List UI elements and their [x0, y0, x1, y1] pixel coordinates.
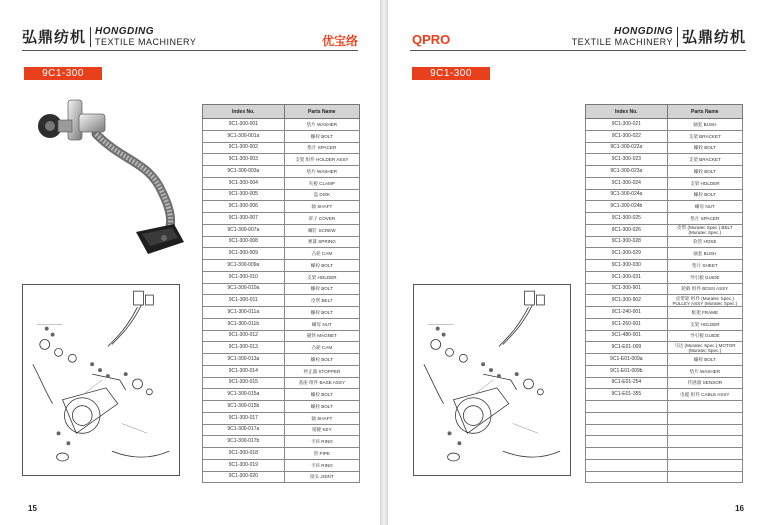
table-row [586, 271, 743, 283]
table-row [203, 459, 360, 471]
brand-english [572, 27, 673, 47]
index-no-cell: 9C1-300-004 [203, 177, 285, 189]
column-header-index: Index No. [586, 105, 668, 119]
parts-name-cell: 凸轮 CAM [284, 248, 359, 260]
parts-name-cell: 螺钉 SCREW [284, 224, 359, 236]
table-row [586, 295, 743, 307]
parts-name-cell: 支架 BRACKET [667, 130, 742, 142]
parts-name-cell: 支架 组件 HOLDER ASSY [284, 154, 359, 166]
parts-name-cell: 销键 KEY [284, 424, 359, 436]
parts-name-cell [667, 424, 742, 436]
column-header-parts: Parts Name [284, 105, 359, 119]
index-no-cell: 9C1-300-015b [203, 401, 285, 413]
table-row [203, 342, 360, 354]
index-no-cell: 9C1-300-026 [586, 224, 668, 236]
index-no-cell: 9C1-300-001 [203, 119, 285, 131]
table-row [586, 459, 743, 471]
table-header-row [203, 105, 360, 119]
index-no-cell: 9C1-300-011 [203, 295, 285, 307]
table-row [203, 424, 360, 436]
index-no-cell: 9C1-300-901 [586, 283, 668, 295]
series-name: 优宝络 [321, 34, 358, 48]
table-row [203, 318, 360, 330]
index-no-cell: 9C1-E01-254 [586, 377, 668, 389]
index-no-cell: 9C1-300-031 [586, 271, 668, 283]
index-no-cell: 9C1-300-013a [203, 354, 285, 366]
index-no-cell: 9C1-E01-355 [586, 389, 668, 401]
parts-name-cell: 皮带轮 组件 (Muratec Spec.) PULLEY ASSY (Muratec Spec.) [667, 295, 742, 307]
header-rule [22, 50, 358, 51]
parts-name-cell: 磁铁 MAGNET [284, 330, 359, 342]
table-row [203, 307, 360, 319]
parts-name-cell: 导引板 GUIDE [667, 271, 742, 283]
index-no-cell: 9C1-300-020 [203, 471, 285, 483]
index-no-cell: 9C1-300-007a [203, 224, 285, 236]
index-no-cell: 9C1-300-902 [586, 295, 668, 307]
parts-name-cell: 垫片 SPACER [284, 142, 359, 154]
part-photo [24, 92, 194, 262]
index-no-cell: 9C1-300-001a [203, 130, 285, 142]
parts-name-cell: 支架 HOLDER [284, 271, 359, 283]
page-number: 16 [735, 504, 744, 513]
brand-divider [90, 27, 91, 47]
brand-logo [22, 26, 196, 47]
table-row [203, 377, 360, 389]
table-row [586, 377, 743, 389]
parts-name-cell: 螺栓 BOLT [284, 130, 359, 142]
left-page [0, 0, 380, 525]
table-row [586, 412, 743, 424]
table-row [203, 260, 360, 272]
parts-name-cell: 弹簧 SPRING [284, 236, 359, 248]
index-no-cell: 9C1-300-009a [203, 260, 285, 272]
index-no-cell: 9C1-300-021 [586, 119, 668, 131]
parts-name-cell: 停止器 STOPPER [284, 365, 359, 377]
table-row [586, 201, 743, 213]
index-no-cell: 9C1-300-022 [586, 130, 668, 142]
index-no-cell: 9C1-300-029 [586, 248, 668, 260]
index-no-cell: 9C1-300-024b [586, 201, 668, 213]
index-no-cell: 9C1-300-022a [586, 142, 668, 154]
table-row [586, 318, 743, 330]
table-row [586, 142, 743, 154]
table-row [203, 354, 360, 366]
index-no-cell: 9C1-300-017 [203, 412, 285, 424]
index-no-cell: 9C1-300-017a [203, 424, 285, 436]
parts-name-cell: 基座 组件 BASE ASSY [284, 377, 359, 389]
table-row [203, 295, 360, 307]
parts-name-cell [667, 471, 742, 483]
brand-tagline: TEXTILE MACHINERY [95, 36, 197, 47]
table-row [586, 307, 743, 319]
table-row [203, 401, 360, 413]
index-no-cell [586, 412, 668, 424]
table-header-row [586, 105, 743, 119]
table-row [203, 471, 360, 483]
index-no-cell [586, 401, 668, 413]
table-row [586, 260, 743, 272]
parts-name-cell: 螺栓 BOLT [667, 189, 742, 201]
index-no-cell: 9C1-E01-009 [586, 342, 668, 354]
index-no-cell: 9C1-300-011a [203, 307, 285, 319]
table-row [586, 342, 743, 354]
parts-name-cell: 螺栓 BOLT [284, 354, 359, 366]
table-row [203, 412, 360, 424]
parts-name-cell [667, 459, 742, 471]
index-no-cell [586, 448, 668, 460]
parts-name-cell [667, 448, 742, 460]
parts-name-cell: 罩子 COVER [284, 213, 359, 225]
parts-name-cell: 垫片 SPACER [667, 213, 742, 225]
table-row [203, 201, 360, 213]
parts-name-cell: 支架 HOLDER [667, 318, 742, 330]
table-row [586, 283, 743, 295]
table-row [586, 236, 743, 248]
model-badge: 9C1-300 [412, 67, 490, 80]
table-row [586, 177, 743, 189]
table-row [203, 119, 360, 131]
index-no-cell: 9C1-300-011b [203, 318, 285, 330]
table-row [586, 448, 743, 460]
index-no-cell: 9C1-300-007 [203, 213, 285, 225]
index-no-cell: 9C1-300-009 [203, 248, 285, 260]
table-row [586, 154, 743, 166]
exploded-diagram [22, 284, 180, 476]
model-badge: 9C1-300 [24, 67, 102, 80]
index-no-cell: 9C1-300-018 [203, 448, 285, 460]
parts-name-cell: 螺栓 BOLT [284, 401, 359, 413]
table-row [203, 213, 360, 225]
table-row [586, 436, 743, 448]
brand-logo [572, 26, 746, 47]
right-page [388, 0, 768, 525]
parts-name-cell: 支架 HOLDER [667, 177, 742, 189]
parts-name-cell: 卡环 RING [284, 459, 359, 471]
index-no-cell: 9C1-300-003 [203, 154, 285, 166]
parts-name-cell: 皮带 BELT [284, 295, 359, 307]
parts-name-cell: 皮带 (Muratec Spec.) BELT (Muratec Spec.) [667, 224, 742, 236]
exploded-diagram [413, 284, 571, 476]
index-no-cell: 9C1-E01-009a [586, 354, 668, 366]
parts-name-cell: 轴 SHAFT [284, 412, 359, 424]
parts-name-cell: 螺母 NUT [284, 318, 359, 330]
index-no-cell: 9C1-300-019 [203, 459, 285, 471]
index-no-cell [586, 436, 668, 448]
brand-chinese: 弘鼎纺机 [22, 28, 87, 46]
table-row [586, 213, 743, 225]
parts-name-cell: 螺栓 BOLT [667, 166, 742, 178]
table-row [203, 236, 360, 248]
index-no-cell: 9C1-300-006 [203, 201, 285, 213]
table-row [586, 248, 743, 260]
table-row [586, 401, 743, 413]
parts-name-cell: 轴套 BUSH [667, 248, 742, 260]
index-no-cell: 9C1-300-023 [586, 154, 668, 166]
index-no-cell: 9C1-300-010 [203, 271, 285, 283]
brand-english [95, 27, 196, 47]
table-row [586, 224, 743, 236]
brand-name: HONGDING [95, 25, 155, 37]
index-no-cell: 9C1-300-015a [203, 389, 285, 401]
parts-name-cell: 支架 BRACKET [667, 154, 742, 166]
table-row [586, 166, 743, 178]
parts-table-body [586, 119, 743, 483]
book-spine [380, 0, 388, 525]
parts-name-cell: 轮毂 组件 BOSS ASSY [667, 283, 742, 295]
parts-name-cell: 螺栓 BOLT [284, 260, 359, 272]
table-row [203, 365, 360, 377]
brand-tagline: TEXTILE MACHINERY [571, 36, 673, 47]
parts-name-cell: 电缆 组件 CABLE ASSY [667, 389, 742, 401]
parts-name-cell: 传感器 SENSOR [667, 377, 742, 389]
table-row [203, 189, 360, 201]
table-row [586, 424, 743, 436]
parts-name-cell: 螺栓 BOLT [667, 354, 742, 366]
parts-name-cell: 导引板 GUIDE [667, 330, 742, 342]
parts-name-cell: 螺栓 BOLT [284, 283, 359, 295]
parts-name-cell: 轴套 BUSH [667, 119, 742, 131]
parts-name-cell: 软管 HOSE [667, 236, 742, 248]
parts-name-cell: 马达 (Muratec Spec.) MOTOR (Muratec Spec.) [667, 342, 742, 354]
parts-name-cell: 管 PIPE [284, 448, 359, 460]
parts-name-cell: 轴 SHAFT [284, 201, 359, 213]
parts-name-cell: 垫片 WASHER [667, 365, 742, 377]
table-row [203, 330, 360, 342]
parts-name-cell: 垫片 WASHER [284, 166, 359, 178]
index-no-cell: 9C1-300-024 [586, 177, 668, 189]
table-row [203, 130, 360, 142]
parts-name-cell: 夹板 CLAMP [284, 177, 359, 189]
table-row [586, 189, 743, 201]
index-no-cell: 9C1-300-017b [203, 436, 285, 448]
parts-name-cell: 盘 DISK [284, 189, 359, 201]
index-no-cell: 9C1-300-010a [203, 283, 285, 295]
table-row [203, 448, 360, 460]
index-no-cell: 9C1-E01-009b [586, 365, 668, 377]
index-no-cell: 9C1-300-005 [203, 189, 285, 201]
index-no-cell: 9C1-300-025 [586, 213, 668, 225]
table-row [203, 224, 360, 236]
brand-divider [677, 27, 678, 47]
parts-name-cell [667, 436, 742, 448]
parts-name-cell: 螺栓 BOLT [284, 389, 359, 401]
table-row [203, 271, 360, 283]
table-row [203, 142, 360, 154]
parts-name-cell: 螺栓 BOLT [667, 142, 742, 154]
table-row [586, 471, 743, 483]
index-no-cell: 9C1-240-001 [586, 307, 668, 319]
parts-table [585, 104, 743, 483]
index-no-cell: 9C1-300-003a [203, 166, 285, 178]
index-no-cell: 9C1-300-023a [586, 166, 668, 178]
index-no-cell: 9C1-300-024a [586, 189, 668, 201]
brand-name: HONGDING [613, 25, 673, 37]
table-row [203, 283, 360, 295]
brand-chinese: 弘鼎纺机 [681, 28, 746, 46]
column-header-parts: Parts Name [667, 105, 742, 119]
table-row [203, 177, 360, 189]
index-no-cell: 9C1-300-002 [203, 142, 285, 154]
parts-name-cell [667, 401, 742, 413]
index-no-cell: 9C1-300-030 [586, 260, 668, 272]
table-row [203, 436, 360, 448]
table-row [586, 354, 743, 366]
table-row [586, 365, 743, 377]
parts-name-cell [667, 412, 742, 424]
table-row [586, 389, 743, 401]
index-no-cell: 9C1-300-015 [203, 377, 285, 389]
index-no-cell: 9C1-300-008 [203, 236, 285, 248]
parts-name-cell: 螺母 NUT [667, 201, 742, 213]
table-row [586, 119, 743, 131]
page-number: 15 [28, 504, 37, 513]
index-no-cell: 9C1-260-001 [586, 318, 668, 330]
index-no-cell: 9C1-480-001 [586, 330, 668, 342]
table-row [203, 248, 360, 260]
table-row [586, 130, 743, 142]
parts-name-cell: 卡环 RING [284, 436, 359, 448]
table-row [203, 166, 360, 178]
series-name: QPRO [412, 32, 451, 47]
index-no-cell [586, 471, 668, 483]
index-no-cell: 9C1-300-012 [203, 330, 285, 342]
column-header-index: Index No. [203, 105, 285, 119]
parts-name-cell: 垫片 SHEET [667, 260, 742, 272]
parts-table-body [203, 119, 360, 483]
table-row [203, 389, 360, 401]
table-row [586, 330, 743, 342]
header-rule [410, 50, 746, 51]
index-no-cell: 9C1-300-014 [203, 365, 285, 377]
index-no-cell [586, 459, 668, 471]
parts-name-cell: 接头 JOINT [284, 471, 359, 483]
parts-table [202, 104, 360, 483]
parts-name-cell: 凸轮 CAM [284, 342, 359, 354]
parts-name-cell: 垫片 WASHER [284, 119, 359, 131]
table-row [203, 154, 360, 166]
index-no-cell: 9C1-300-013 [203, 342, 285, 354]
parts-name-cell: 框架 FRAME [667, 307, 742, 319]
index-no-cell [586, 424, 668, 436]
parts-name-cell: 螺栓 BOLT [284, 307, 359, 319]
index-no-cell: 9C1-300-028 [586, 236, 668, 248]
